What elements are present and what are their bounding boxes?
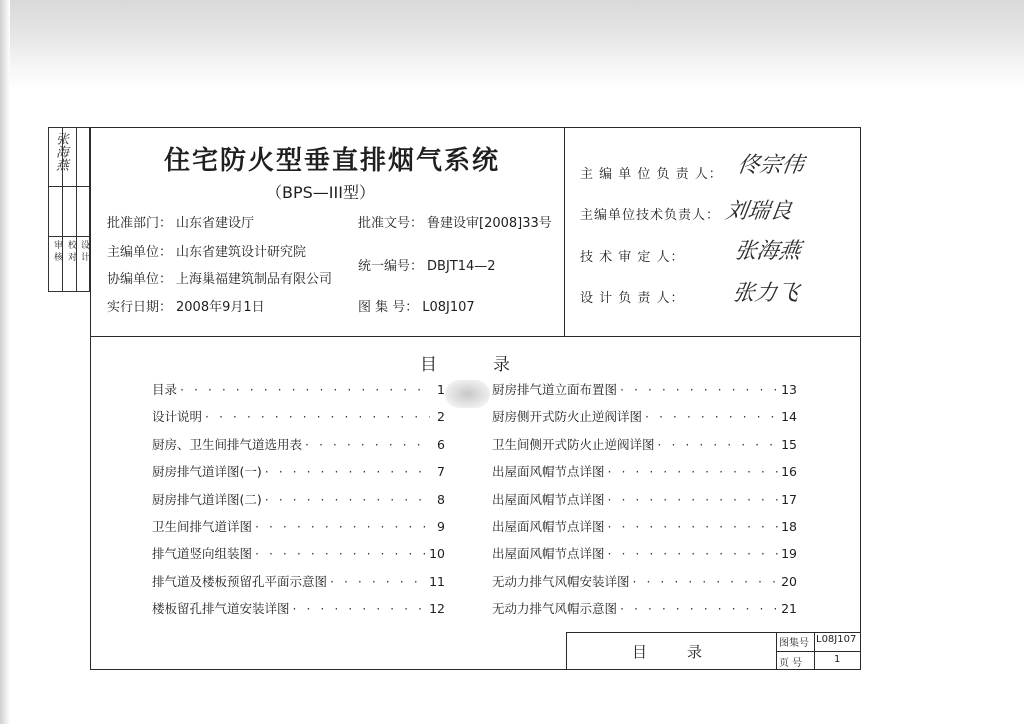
toc-entry xyxy=(492,407,797,425)
toc-leader-dots xyxy=(255,546,426,561)
approval-doc xyxy=(358,212,552,231)
atlas-number xyxy=(358,296,475,315)
stamp-label-design: 设 计 xyxy=(79,240,89,261)
toc-entry-title: 厨房排气道详图(一) xyxy=(152,464,262,480)
toc-entry-title: 厨房排气道详图(二) xyxy=(152,491,262,507)
stamp-signature: 张海燕 xyxy=(53,132,68,171)
toc-entry xyxy=(492,462,797,480)
toc-entry-title: 厨房侧开式防火止逆阀详图 xyxy=(492,409,643,425)
resp-design-lead-signature: 张力飞 xyxy=(730,281,801,306)
document-subtitle: （BPS—III型） xyxy=(266,183,375,202)
toc-leader-dots xyxy=(305,437,430,452)
toc-entry-page: 19 xyxy=(781,546,797,562)
co-unit xyxy=(107,268,332,287)
toc-entry-page: 7 xyxy=(437,464,445,480)
title-block-caption: 目录 xyxy=(632,643,743,661)
approval-dept xyxy=(107,212,254,231)
effective-date-value: 2008年9月1日 xyxy=(176,300,265,315)
toc-entry xyxy=(152,572,445,590)
toc-leader-dots xyxy=(180,382,430,397)
toc-entry-page: 9 xyxy=(437,519,445,534)
toc-entry-title: 出屋面风帽节点详图 xyxy=(492,464,605,480)
toc-entry xyxy=(492,572,797,590)
toc-entry-page: 8 xyxy=(437,491,445,507)
atlas-number-value: L08J107 xyxy=(422,300,475,315)
title-block-atlas-value: L08J107 xyxy=(816,634,857,645)
toc-heading: 目录 xyxy=(420,355,566,375)
resp-tech-head-signature: 刘瑞良 xyxy=(723,199,794,224)
approval-dept-value: 山东省建设厅 xyxy=(176,216,255,231)
toc-entry-title: 出屋面风帽节点详图 xyxy=(492,546,605,562)
toc-leader-dots xyxy=(265,492,430,507)
resp-reviewer-label: 技 术 审 定 人： xyxy=(580,250,685,265)
co-unit-label: 协编单位： xyxy=(107,272,173,287)
approval-doc-label: 批准文号： xyxy=(358,216,424,231)
scan-smudge xyxy=(445,380,490,408)
toc-entry-title: 排气道及楼板预留孔平面示意图 xyxy=(152,573,328,589)
unified-code-value: DBJT14—2 xyxy=(427,259,496,274)
toc-leader-dots xyxy=(330,574,426,589)
unified-code-label: 统一编号： xyxy=(358,259,424,274)
toc-entry-title: 出屋面风帽节点详图 xyxy=(492,519,605,534)
effective-date-label: 实行日期： xyxy=(107,300,173,315)
stamp-label-review: 审 核 xyxy=(52,240,62,261)
document-title: 住宅防火型垂直排烟气系统 xyxy=(164,146,501,176)
scan-shadow xyxy=(0,0,1024,90)
toc-entry-page: 15 xyxy=(781,436,797,452)
toc-leader-dots xyxy=(608,464,779,479)
toc-leader-dots xyxy=(608,546,779,561)
toc-leader-dots xyxy=(265,464,430,479)
toc-entry-page: 13 xyxy=(781,382,797,397)
toc-entry-page: 1 xyxy=(437,382,445,397)
toc-leader-dots xyxy=(205,409,430,424)
toc-entry xyxy=(152,462,445,480)
toc-entry xyxy=(492,517,797,535)
toc-entry xyxy=(152,380,445,398)
approval-doc-value: 鲁建设审[2008]33号 xyxy=(427,216,552,231)
atlas-number-label: 图 集 号： xyxy=(358,300,419,315)
toc-entry-page: 12 xyxy=(429,601,445,617)
title-block-page-label: 页 号 xyxy=(779,658,803,669)
toc-entry xyxy=(492,599,797,617)
toc-entry xyxy=(492,435,797,453)
toc-entry xyxy=(492,380,797,398)
toc-entry xyxy=(492,544,797,562)
toc-entry-page: 20 xyxy=(781,573,797,589)
toc-entry-title: 出屋面风帽节点详图 xyxy=(492,491,605,507)
toc-entry-page: 10 xyxy=(429,546,445,562)
toc-leader-dots xyxy=(620,601,778,616)
toc-entry-page: 16 xyxy=(781,464,797,480)
unified-code xyxy=(358,255,496,274)
toc-entry-title: 排气道竖向组装图 xyxy=(152,546,253,562)
toc-entry-title: 设计说明 xyxy=(152,409,203,425)
toc-leader-dots xyxy=(633,574,779,589)
toc-leader-dots xyxy=(658,437,779,452)
toc-entry xyxy=(152,517,445,535)
toc-entry-page: 2 xyxy=(437,409,445,425)
toc-leader-dots xyxy=(293,601,427,616)
toc-entry xyxy=(152,599,445,617)
title-block-page-value: 1 xyxy=(834,654,841,665)
title-block-atlas-label: 图集号 xyxy=(779,638,809,649)
resp-design-lead-label: 设 计 负 责 人： xyxy=(580,291,685,306)
header-divider xyxy=(90,336,861,337)
toc-leader-dots xyxy=(620,382,778,397)
resp-chief-unit-head-label: 主 编 单 位 负 责 人： xyxy=(580,167,723,182)
toc-entry-title: 无动力排气风帽安装详图 xyxy=(492,573,630,589)
approval-stamp xyxy=(48,127,90,292)
toc-leader-dots xyxy=(608,519,779,534)
resp-chief-unit-head-signature: 佟宗伟 xyxy=(735,153,806,178)
toc-entry-page: 21 xyxy=(781,601,797,617)
co-unit-value: 上海巢福建筑制品有限公司 xyxy=(176,272,333,287)
toc-entry-title: 目录 xyxy=(152,382,178,397)
toc-entry-title: 无动力排气风帽示意图 xyxy=(492,601,618,617)
resp-reviewer-signature: 张海燕 xyxy=(732,239,803,264)
toc-entry-page: 18 xyxy=(781,519,797,534)
toc-entry-page: 14 xyxy=(781,409,797,425)
scan-edge xyxy=(0,0,10,724)
chief-unit xyxy=(107,241,306,260)
chief-unit-label: 主编单位： xyxy=(107,245,173,260)
approval-dept-label: 批准部门： xyxy=(107,216,173,231)
toc-leader-dots xyxy=(608,492,779,507)
toc-entry xyxy=(152,435,445,453)
toc-entry xyxy=(152,544,445,562)
toc-entry-title: 卫生间排气道详图 xyxy=(152,519,253,534)
effective-date xyxy=(107,296,265,315)
toc-entry-page: 6 xyxy=(437,436,445,452)
toc-entry xyxy=(492,490,797,508)
resp-tech-head-label: 主编单位技术负责人： xyxy=(580,208,721,223)
toc-entry-title: 厨房、卫生间排气道选用表 xyxy=(152,436,303,452)
chief-unit-value: 山东省建筑设计研究院 xyxy=(176,245,307,260)
toc-leader-dots xyxy=(255,519,430,534)
toc-entry-page: 17 xyxy=(781,491,797,507)
toc-entry-title: 厨房排气道立面布置图 xyxy=(492,382,618,397)
toc-entry xyxy=(152,407,445,425)
toc-leader-dots xyxy=(645,409,778,424)
toc-entry-title: 卫生间侧开式防火止逆阀详图 xyxy=(492,436,655,452)
stamp-label-proofread: 校 对 xyxy=(66,240,76,261)
toc-entry-page: 11 xyxy=(429,573,445,589)
header-vertical-divider xyxy=(564,127,565,336)
toc-entry-title: 楼板留孔排气道安装详图 xyxy=(152,601,290,617)
toc-entry xyxy=(152,490,445,508)
